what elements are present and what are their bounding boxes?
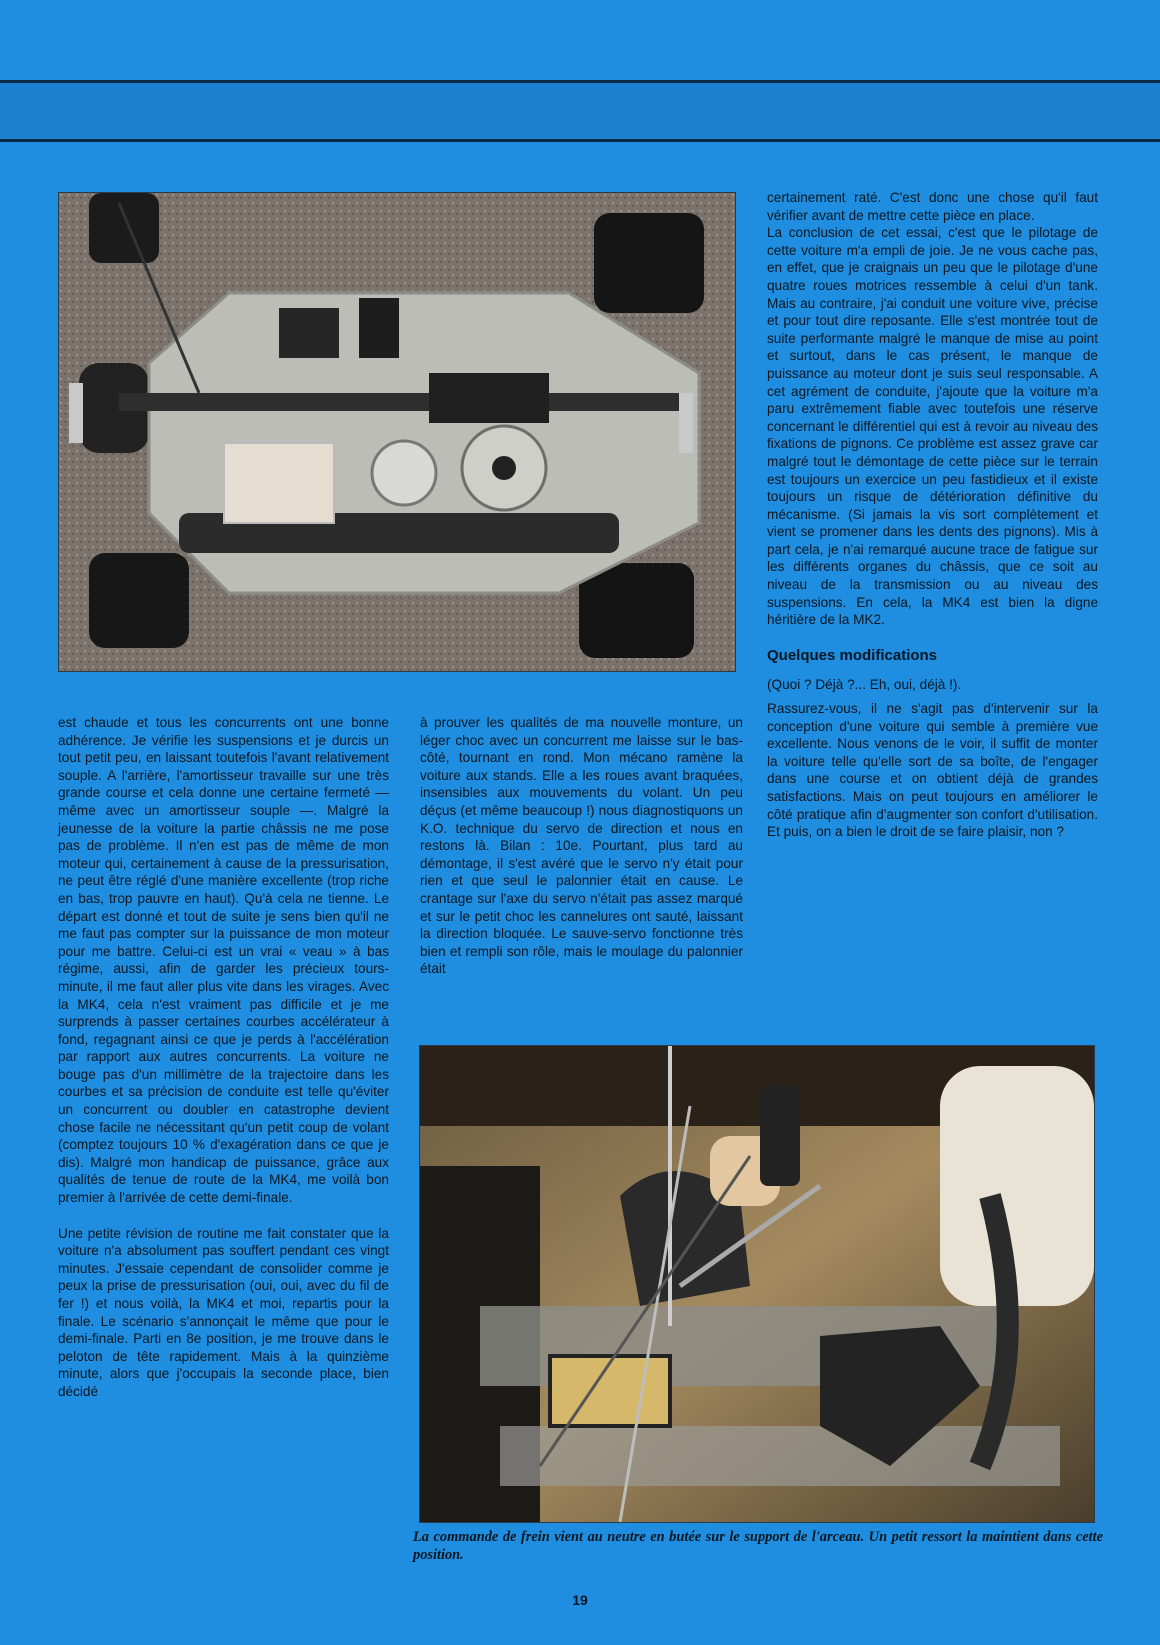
chassis-photo-image xyxy=(59,193,735,671)
article-column-1 xyxy=(58,714,389,1401)
article-paragraph: (Quoi ? Déjà ?... Eh, oui, déjà !). xyxy=(767,677,962,693)
section-heading: Quelques modifications xyxy=(767,646,938,664)
article-column-2 xyxy=(420,714,743,978)
article-paragraph: Une petite révision de routine me fait constater que la voiture n'a absolument pas souffert pendant ces vingt minutes. J'essaie cependant de consolider comme je peux la prise de pressurisation (oui, oui, avec du fil de fer !) et nous voilà, la MK4 et moi, repartis pour la finale. Le scénario s'annonçait le même que pour le demi-finale. Parti en 8e position, je me trouve dans le peloton de tête rapidement. Mais à la quinzième minute, alors que j'occupais la seconde place, bien décidé xyxy=(58,1225,389,1399)
article-paragraph: La conclusion de cet essai, c'est que le pilotage de cette voiture m'a empli de joie. Je ne vous cache pas, en effet, que je craignais un peu que le pilotage d'une quatre roues motrices ressemble à celui d'un tank. Mais au contraire, j'ai conduit une voiture vive, précise et pour tout dire reposante. Elle s'est montrée tout de suite performante malgré le manque de mise au point et surtout, dans le cas présent, le manque de puissance au moteur dont je suis seul responsable. A cet agrément de conduite, j'ajoute que la voiture m'a paru extrêmement fiable avec toutefois une réserve concernant le différentiel qui est à revoir au niveau des fixations de pignons. Ce problème est assez grave car malgré tout le démontage de cette pièce sur le terrain est toujours un exercice un peu fastidieux et il existe toujours un risque de détérioration définitive du mécanisme. (Si jamais la vis sort complètement et vient se promener dans les dents des pignons). Mis à part cela, je n'ai remarqué aucune trace de fatigue sur les différents organes du châssis, que ce soit au niveau de la transmission ou au niveau des suspensions. En cela, la MK4 est bien la digne héritière de la MK2. xyxy=(767,225,1098,628)
header-band xyxy=(0,80,1160,142)
article-paragraph: Rassurez-vous, il ne s'agit pas d'intervenir sur la conception d'une voiture qui semble à première vue excellente. Nous venons de le voir, il suffit de monter la voiture telle qu'elle sort de sa boîte, de l'engager dans une course et on obtient déjà de grandes satisfactions. Mais on peut toujours en améliorer le côté pratique afin d'augmenter son confort d'utilisation. Et puis, on a bien le droit de se faire plaisir, non ? xyxy=(767,701,1098,840)
article-paragraph: certainement raté. C'est donc une chose qu'il faut vérifier avant de mettre cette pièce en place. xyxy=(767,190,1098,223)
article-paragraph: est chaude et tous les concurrents ont une bonne adhérence. Je vérifie les suspensions et je durcis un tout petit peu, en laissant toutefois l'avant relativement souple. A l'arrière, l'amortisseur travaille sur une très grande course et cela donne une certaine fermeté — même avec un amortisseur souple —. Malgré la jeunesse de la voiture la partie châssis ne me pose pas de problème. Il n'en est pas de même de mon moteur qui, certainement à cause de la pressurisation, ne peut être réglé d'une manière excellente (trop riche en bas, trop pauvre en haut). Qu'à cela ne tienne. Le départ est donné et tout de suite je sens bien qu'il ne me faut pas compter sur la puissance de mon moteur pour me battre. Celui-ci est un vrai « veau » à bas régime, aussi, afin de garder les précieux tours-minute, il me faut aller plus vite dans les virages. Avec la MK4, cela n'est vraiment pas difficile et je me surprends à passer certaines courbes accélérateur à fond, regagnant ainsi ce que je perds à l'accélération par rapport aux autres concurrents. La voiture ne bouge pas d'un millimètre de la trajectoire dans les courbes et sa précision de conduite est telle qu'éviter un concurrent ou doubler en catastrophe devient chose facile ne nécessitant qu'un petit coup de volant (comptez toujours 10 % d'exagération dans ce que je dis). Malgré mon handicap de puissance, grâce aux qualités de tenue de route de la MK4, me voilà bon premier à l'arrivée de cette demi-finale. xyxy=(58,715,389,1206)
article-column-3 xyxy=(767,189,1098,841)
photo-caption: La commande de frein vient au neutre en butée sur le support de l'arceau. Un petit ressort la maintient dans cette position. xyxy=(413,1529,1103,1563)
brake-linkage-photo-image xyxy=(420,1046,1094,1522)
brake-linkage-photo xyxy=(419,1045,1095,1523)
article-paragraph: à prouver les qualités de ma nouvelle monture, un léger choc avec un concurrent me laisse sur le bas-côté, tournant en rond. Mon mécano ramène la voiture aux stands. Elle a les roues avant braquées, insensibles aux mouvements du volant. Un peu déçus (et même beaucoup !) nous diagnostiquons un K.O. technique du servo de direction et nous en restons là. Bilan : 10e. Pourtant, plus tard au démontage, il s'est avéré que le servo n'y était pour rien et que seul le palonnier était en cause. Le crantage sur l'axe du servo n'était pas assez marqué et sur le petit choc les cannelures ont sauté, laissant la direction bloquée. Le sauve-servo fonctionne très bien et rempli son rôle, mais le moulage du palonnier était xyxy=(420,715,743,977)
chassis-photo xyxy=(58,192,736,672)
page-number: 19 xyxy=(572,1592,588,1608)
